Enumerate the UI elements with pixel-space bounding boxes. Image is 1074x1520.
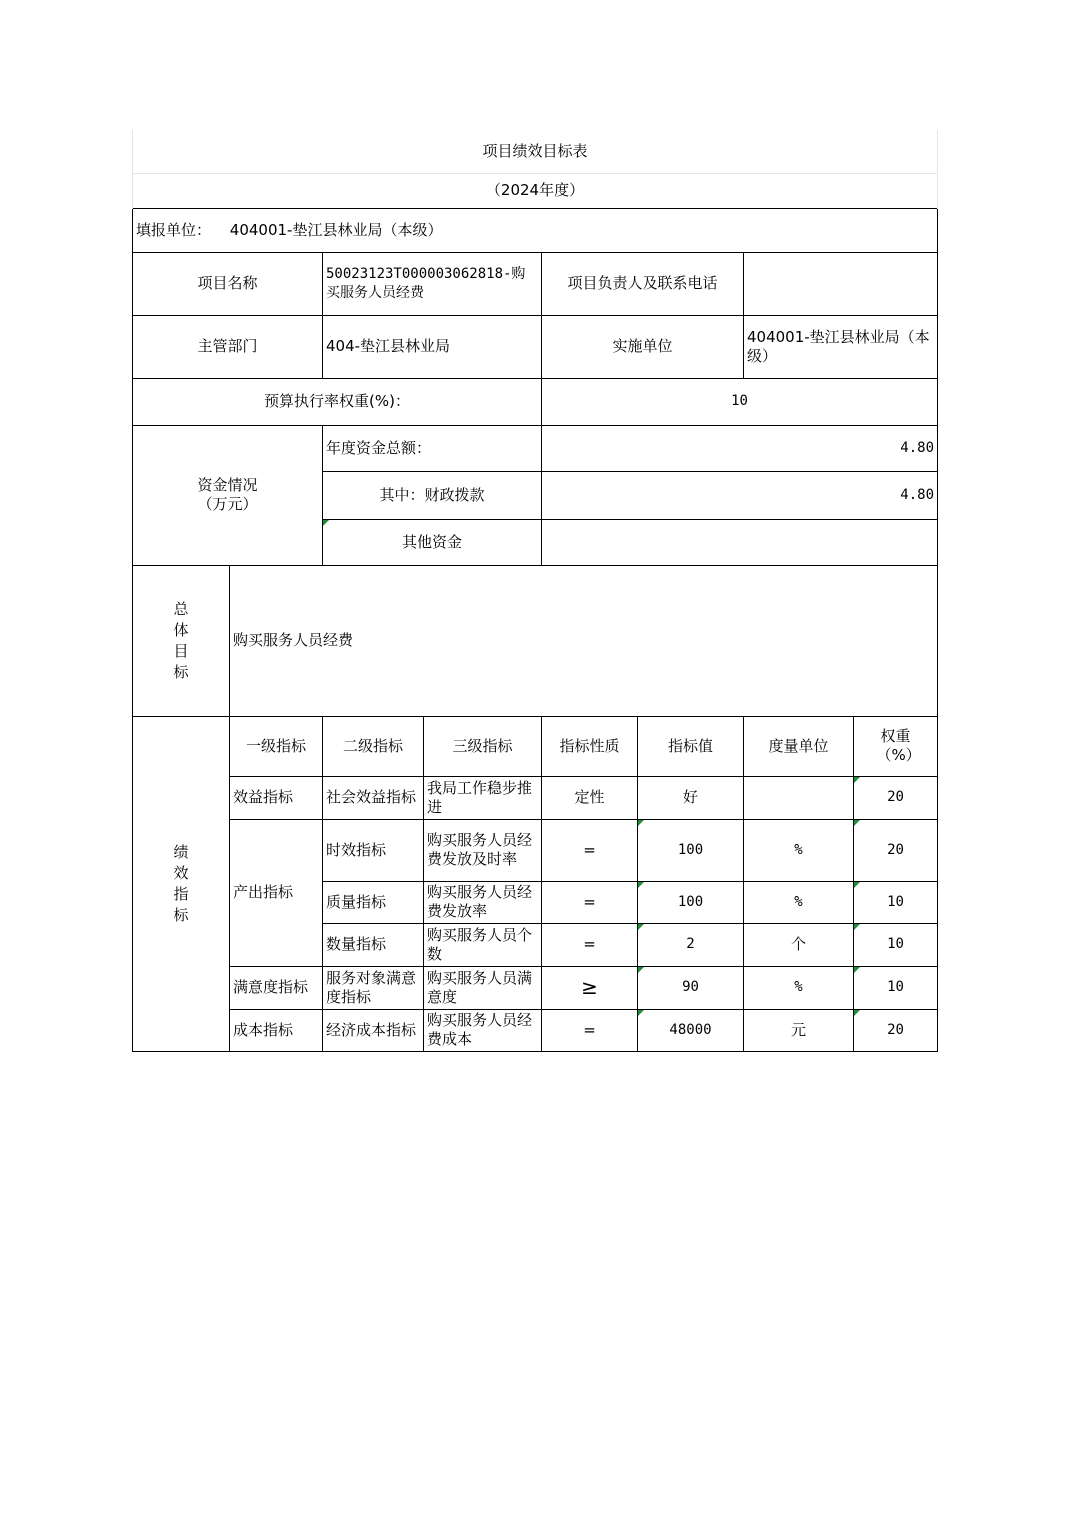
row-nature: = [542,1009,638,1051]
performance-target-table [132,130,938,1052]
table-row [133,1009,938,1051]
table-row [133,776,938,819]
row-nature: = [542,923,638,966]
row-level3: 购买服务人员经费发放及时率 [424,819,542,881]
table-row [133,966,938,1009]
header-weight: 权重（%） [854,716,938,776]
header-unit: 度量单位 [744,716,854,776]
funds-total-label: 年度资金总额： [323,425,542,471]
funds-other-label: 其他资金 [323,519,542,565]
row-value: 好 [638,776,744,819]
impl-value: 404001-垫江县林业局（本级） [744,315,938,378]
funds-other-value [542,519,938,565]
row-unit: 个 [744,923,854,966]
row-unit: % [744,881,854,923]
row-value: 90 [638,966,744,1009]
row-level3: 购买服务人员满意度 [424,966,542,1009]
row-value: 2 [638,923,744,966]
row-level2: 服务对象满意度指标 [323,966,424,1009]
row-level1: 成本指标 [230,1009,323,1051]
row-level3: 购买服务人员个数 [424,923,542,966]
goal-label: 总体目标 [133,565,230,716]
table-row [133,819,938,881]
funds-fiscal-value: 4.80 [542,471,938,519]
row-weight: 20 [854,819,938,881]
header-nature: 指标性质 [542,716,638,776]
row-value: 48000 [638,1009,744,1051]
row-level3: 购买服务人员经费发放率 [424,881,542,923]
table-year: （2024年度） [133,173,938,208]
row-level3: 购买服务人员经费成本 [424,1009,542,1051]
budget-weight-value: 10 [542,378,938,425]
impl-label: 实施单位 [542,315,744,378]
project-name-label: 项目名称 [133,252,323,315]
row-weight: 10 [854,923,938,966]
header-level3: 三级指标 [424,716,542,776]
row-level2: 时效指标 [323,819,424,881]
row-unit: % [744,966,854,1009]
row-level1: 满意度指标 [230,966,323,1009]
filing-unit-label: 填报单位： [136,220,212,239]
funds-label: 资金情况（万元） [133,425,323,565]
row-level2: 质量指标 [323,881,424,923]
indicator-header-row [133,716,938,776]
row-weight: 20 [854,1009,938,1051]
perf-label: 绩效指标 [133,716,230,1051]
header-level1: 一级指标 [230,716,323,776]
filing-unit-value: 404001-垫江县林业局（本级） [229,220,443,239]
row-level1: 产出指标 [230,819,323,966]
goal-value: 购买服务人员经费 [230,565,938,716]
row-level1: 效益指标 [230,776,323,819]
manager-value [744,252,938,315]
row-unit [744,776,854,819]
row-weight: 10 [854,966,938,1009]
row-level2: 数量指标 [323,923,424,966]
table-title: 项目绩效目标表 [133,130,938,173]
row-nature: 定性 [542,776,638,819]
row-value: 100 [638,881,744,923]
dept-value: 404-垫江县林业局 [323,315,542,378]
row-unit: % [744,819,854,881]
dept-label: 主管部门 [133,315,323,378]
header-value: 指标值 [638,716,744,776]
row-level2: 经济成本指标 [323,1009,424,1051]
row-nature: ≥ [542,966,638,1009]
row-level2: 社会效益指标 [323,776,424,819]
row-nature: = [542,819,638,881]
funds-fiscal-label: 其中：财政拨款 [323,471,542,519]
performance-target-sheet [132,130,937,1052]
manager-label: 项目负责人及联系电话 [542,252,744,315]
row-nature: = [542,881,638,923]
row-weight: 10 [854,881,938,923]
header-level2: 二级指标 [323,716,424,776]
row-level3: 我局工作稳步推进 [424,776,542,819]
project-name-value: 50023123T000003062818-购买服务人员经费 [323,252,542,315]
row-weight: 20 [854,776,938,819]
row-unit: 元 [744,1009,854,1051]
filing-unit-row [133,208,938,252]
funds-total-value: 4.80 [542,425,938,471]
row-value: 100 [638,819,744,881]
budget-weight-label: 预算执行率权重(%)： [133,378,542,425]
